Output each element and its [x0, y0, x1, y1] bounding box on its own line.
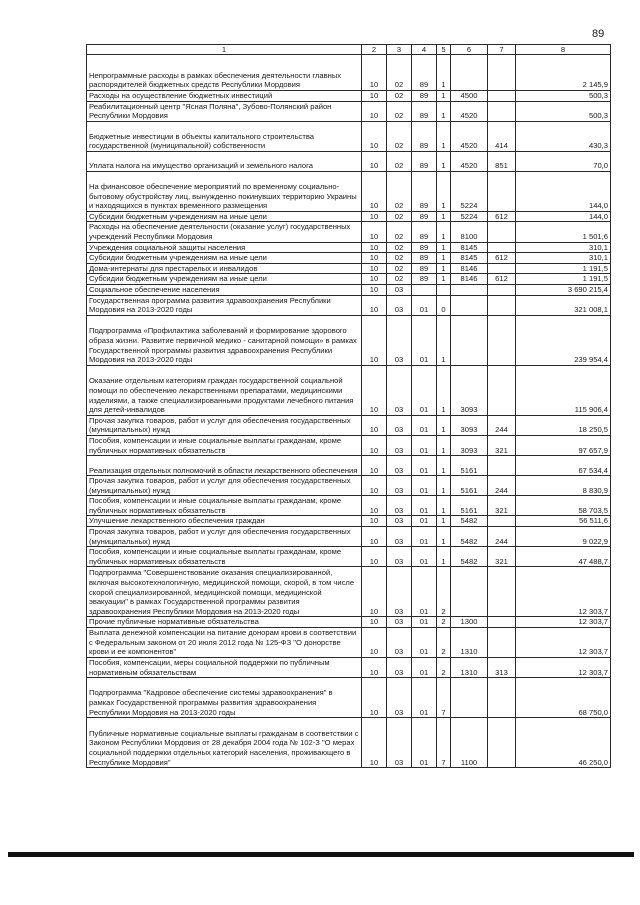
cell-subsection: 03 [387, 658, 412, 678]
header-program: 4 [412, 45, 437, 55]
cell-name: Подпрограмма "Совершенствование оказания специализированной, включая высокотехнологичную, медицинской помощи, скорой, в том числе скорой специализированной, медицинской помощи, медицинской эвакуации" в рамках Государственной программы развития здравоохранения Республики Мордовия на 2013-2020 годы [87, 567, 362, 617]
cell-expense-type [488, 628, 516, 658]
table-row [87, 496, 611, 516]
cell-target-article: 1100 [451, 718, 488, 768]
cell-target-article [451, 567, 488, 617]
cell-program: 01 [412, 658, 437, 678]
cell-expense-type [488, 91, 516, 102]
cell-amount: 500,3 [516, 91, 611, 102]
cell-expense-type [488, 242, 516, 253]
cell-amount: 115 906,4 [516, 365, 611, 415]
cell-target-article: 4500 [451, 91, 488, 102]
cell-program: 89 [412, 171, 437, 211]
cell-amount: 12 303,7 [516, 567, 611, 617]
table-row [87, 171, 611, 211]
cell-name: Дома-интернаты для престарелых и инвалидов [87, 263, 362, 274]
cell-program: 01 [412, 527, 437, 547]
cell-subsection: 03 [387, 547, 412, 567]
cell-expense-type: 321 [488, 547, 516, 567]
cell-program: 89 [412, 211, 437, 222]
table-header-row [87, 45, 611, 55]
table-row [87, 263, 611, 274]
cell-target-article: 1310 [451, 658, 488, 678]
cell-amount: 310,1 [516, 253, 611, 264]
cell-subsection: 03 [387, 415, 412, 435]
cell-subprogram: 1 [437, 547, 451, 567]
cell-section: 10 [362, 415, 387, 435]
table-row [87, 527, 611, 547]
cell-name: Государственная программа развития здравоохранения Республики Мордовия на 2013-2020 годы [87, 295, 362, 315]
cell-name: Пособия, компенсации и иные социальные выплаты гражданам, кроме публичных нормативных обязательств [87, 496, 362, 516]
table-row [87, 315, 611, 365]
cell-subprogram: 1 [437, 435, 451, 455]
cell-program: 01 [412, 456, 437, 476]
cell-section: 10 [362, 527, 387, 547]
cell-section: 10 [362, 628, 387, 658]
cell-section: 10 [362, 263, 387, 274]
cell-expense-type [488, 263, 516, 274]
cell-subprogram: 1 [437, 415, 451, 435]
cell-expense-type [488, 222, 516, 242]
cell-expense-type: 321 [488, 496, 516, 516]
cell-section: 10 [362, 516, 387, 527]
table-row [87, 284, 611, 295]
cell-target-article: 5161 [451, 496, 488, 516]
cell-subprogram: 2 [437, 617, 451, 628]
cell-subsection: 02 [387, 121, 412, 151]
table-row [87, 718, 611, 768]
table-row [87, 435, 611, 455]
cell-name: Реабилитационный центр "Ясная Поляна", Зубово-Полянский район Республики Мордовия [87, 101, 362, 121]
cell-subsection: 03 [387, 365, 412, 415]
cell-expense-type: 612 [488, 253, 516, 264]
cell-name: Субсидии бюджетным учреждениям на иные цели [87, 274, 362, 285]
cell-program: 89 [412, 242, 437, 253]
cell-program: 01 [412, 315, 437, 365]
cell-name: Прочая закупка товаров, работ и услуг для обеспечения государственных (муниципальных) нужд [87, 527, 362, 547]
cell-subprogram: 1 [437, 253, 451, 264]
cell-amount: 310,1 [516, 242, 611, 253]
cell-amount: 239 954,4 [516, 315, 611, 365]
header-subsection: 3 [387, 45, 412, 55]
cell-subsection: 02 [387, 222, 412, 242]
cell-subprogram: 1 [437, 476, 451, 496]
cell-name: Подпрограмма "Кадровое обеспечение системы здравоохранения" в рамках Государственной программы развития здравоохранения Республики Мордовия на 2013-2020 годы [87, 678, 362, 718]
cell-expense-type [488, 516, 516, 527]
cell-subsection: 03 [387, 628, 412, 658]
cell-target-article: 5161 [451, 456, 488, 476]
cell-expense-type [488, 315, 516, 365]
cell-program: 01 [412, 476, 437, 496]
cell-expense-type [488, 55, 516, 91]
cell-amount: 1 191,5 [516, 263, 611, 274]
cell-amount: 56 511,6 [516, 516, 611, 527]
header-target-article: 6 [451, 45, 488, 55]
cell-subprogram: 2 [437, 628, 451, 658]
cell-section: 10 [362, 496, 387, 516]
cell-section: 10 [362, 456, 387, 476]
cell-program: 01 [412, 496, 437, 516]
cell-subprogram: 1 [437, 496, 451, 516]
cell-section: 10 [362, 295, 387, 315]
cell-amount: 3 690 215,4 [516, 284, 611, 295]
cell-subprogram: 7 [437, 718, 451, 768]
cell-program: 01 [412, 678, 437, 718]
cell-expense-type [488, 171, 516, 211]
page-number: 89 [592, 28, 605, 40]
cell-expense-type [488, 101, 516, 121]
cell-name: Пособия, компенсации, меры социальной поддержки по публичным нормативным обязательствам [87, 658, 362, 678]
cell-expense-type: 313 [488, 658, 516, 678]
cell-target-article: 8100 [451, 222, 488, 242]
table-row [87, 547, 611, 567]
table-row [87, 101, 611, 121]
cell-program [412, 284, 437, 295]
cell-amount: 67 534,4 [516, 456, 611, 476]
table-row [87, 121, 611, 151]
cell-subprogram: 1 [437, 121, 451, 151]
cell-name: Улучшение лекарственного обеспечения граждан [87, 516, 362, 527]
cell-name: Пособия, компенсации и иные социальные выплаты гражданам, кроме публичных нормативных обязательств [87, 547, 362, 567]
cell-name: Субсидии бюджетным учреждениям на иные цели [87, 253, 362, 264]
cell-subsection: 03 [387, 496, 412, 516]
table-row [87, 55, 611, 91]
cell-program: 89 [412, 253, 437, 264]
cell-amount: 321 008,1 [516, 295, 611, 315]
cell-subprogram: 1 [437, 211, 451, 222]
cell-target-article: 4520 [451, 101, 488, 121]
cell-section: 10 [362, 91, 387, 102]
cell-subsection: 03 [387, 315, 412, 365]
cell-amount: 12 303,7 [516, 617, 611, 628]
cell-expense-type [488, 617, 516, 628]
cell-expense-type [488, 365, 516, 415]
cell-program: 89 [412, 151, 437, 171]
cell-subprogram: 1 [437, 527, 451, 547]
cell-subprogram: 1 [437, 55, 451, 91]
header-amount: 8 [516, 45, 611, 55]
cell-amount: 18 250,5 [516, 415, 611, 435]
cell-expense-type [488, 295, 516, 315]
cell-subsection: 02 [387, 91, 412, 102]
table-row [87, 678, 611, 718]
cell-subsection: 02 [387, 242, 412, 253]
cell-section: 10 [362, 315, 387, 365]
cell-name: Учреждения социальной защиты населения [87, 242, 362, 253]
table-row [87, 365, 611, 415]
cell-expense-type [488, 567, 516, 617]
budget-table [86, 44, 611, 768]
table-row [87, 628, 611, 658]
cell-subprogram [437, 284, 451, 295]
cell-program: 01 [412, 435, 437, 455]
cell-name: Бюджетные инвестиции в объекты капитального строительства государственной (муниципальной) собственности [87, 121, 362, 151]
cell-subprogram: 1 [437, 315, 451, 365]
cell-target-article: 8146 [451, 274, 488, 285]
cell-section: 10 [362, 435, 387, 455]
table-row [87, 476, 611, 496]
cell-target-article [451, 55, 488, 91]
cell-name: Субсидии бюджетным учреждениям на иные цели [87, 211, 362, 222]
cell-target-article: 3093 [451, 365, 488, 415]
cell-section: 10 [362, 171, 387, 211]
cell-section: 10 [362, 567, 387, 617]
cell-subprogram: 1 [437, 101, 451, 121]
cell-subsection: 03 [387, 678, 412, 718]
cell-subsection: 02 [387, 274, 412, 285]
cell-name: Социальное обеспечение населения [87, 284, 362, 295]
cell-name: Публичные нормативные социальные выплаты гражданам в соответствии с Законом Республики Мордовия от 28 декабря 2004 года № 102-З "О мерах социальной поддержки отдельных категорий населения, проживающего в Республике Мордовия" [87, 718, 362, 768]
table-row [87, 222, 611, 242]
cell-section: 10 [362, 55, 387, 91]
cell-subsection: 03 [387, 476, 412, 496]
cell-subprogram: 7 [437, 678, 451, 718]
cell-amount: 12 303,7 [516, 658, 611, 678]
table-row [87, 658, 611, 678]
cell-subsection: 03 [387, 527, 412, 547]
cell-section: 10 [362, 718, 387, 768]
cell-subprogram: 1 [437, 456, 451, 476]
cell-subsection: 03 [387, 516, 412, 527]
cell-target-article: 8145 [451, 242, 488, 253]
cell-expense-type: 851 [488, 151, 516, 171]
cell-section: 10 [362, 658, 387, 678]
cell-subsection: 03 [387, 295, 412, 315]
cell-amount: 1 191,5 [516, 274, 611, 285]
cell-name: Выплата денежной компенсации на питание донорам крови в соответствии с Федеральным законом от 20 июля 2012 года № 125-ФЗ "О донорстве крови и ее компонентов" [87, 628, 362, 658]
cell-name: Реализация отдельных полномочий в области лекарственного обеспечения [87, 456, 362, 476]
cell-subsection: 03 [387, 284, 412, 295]
header-section: 2 [362, 45, 387, 55]
cell-program: 01 [412, 547, 437, 567]
header-expense-type: 7 [488, 45, 516, 55]
cell-target-article: 8146 [451, 263, 488, 274]
cell-amount: 12 303,7 [516, 628, 611, 658]
cell-program: 01 [412, 567, 437, 617]
cell-program: 01 [412, 295, 437, 315]
cell-target-article: 8145 [451, 253, 488, 264]
cell-expense-type: 244 [488, 527, 516, 547]
cell-section: 10 [362, 476, 387, 496]
cell-target-article: 5482 [451, 527, 488, 547]
cell-amount: 9 022,9 [516, 527, 611, 547]
cell-expense-type [488, 284, 516, 295]
cell-section: 10 [362, 222, 387, 242]
table-row [87, 415, 611, 435]
table-row [87, 253, 611, 264]
table-row [87, 91, 611, 102]
cell-subsection: 03 [387, 435, 412, 455]
cell-program: 01 [412, 718, 437, 768]
cell-name: Подпрограмма «Профилактика заболеваний и формирование здорового образа жизни. Развитие первичной медико - санитарной помощи» в рамках Государственной программы развития здравоохранения Республики Мордовия на 2013-2020 годы [87, 315, 362, 365]
cell-subsection: 02 [387, 151, 412, 171]
cell-target-article: 3093 [451, 415, 488, 435]
cell-program: 01 [412, 628, 437, 658]
cell-subsection: 03 [387, 617, 412, 628]
table-row [87, 151, 611, 171]
cell-name: Расходы на обеспечение деятельности (оказание услуг) государственных учреждений Республики Мордовия [87, 222, 362, 242]
cell-amount: 430,3 [516, 121, 611, 151]
cell-expense-type: 612 [488, 274, 516, 285]
table-row [87, 617, 611, 628]
cell-expense-type: 244 [488, 476, 516, 496]
cell-subprogram: 1 [437, 171, 451, 211]
table-row [87, 295, 611, 315]
table-row [87, 242, 611, 253]
cell-subsection: 03 [387, 567, 412, 617]
cell-expense-type [488, 718, 516, 768]
cell-target-article [451, 295, 488, 315]
cell-subprogram: 0 [437, 295, 451, 315]
cell-name: Непрограммные расходы в рамках обеспечения деятельности главных распорядителей бюджетных средств Республики Мордовия [87, 55, 362, 91]
cell-amount: 144,0 [516, 171, 611, 211]
cell-amount: 47 488,7 [516, 547, 611, 567]
cell-program: 89 [412, 101, 437, 121]
cell-subprogram: 1 [437, 222, 451, 242]
cell-section: 10 [362, 151, 387, 171]
cell-section: 10 [362, 617, 387, 628]
cell-target-article [451, 284, 488, 295]
cell-target-article: 5161 [451, 476, 488, 496]
cell-amount: 68 750,0 [516, 678, 611, 718]
cell-program: 89 [412, 91, 437, 102]
cell-section: 10 [362, 284, 387, 295]
cell-target-article [451, 678, 488, 718]
cell-amount: 1 501,6 [516, 222, 611, 242]
cell-name: Пособия, компенсации и иные социальные выплаты гражданам, кроме публичных нормативных обязательств [87, 435, 362, 455]
cell-target-article: 5482 [451, 547, 488, 567]
cell-target-article: 5224 [451, 171, 488, 211]
cell-name: Расходы на осуществление бюджетных инвестиций [87, 91, 362, 102]
cell-subsection: 03 [387, 718, 412, 768]
cell-name: Прочая закупка товаров, работ и услуг для обеспечения государственных (муниципальных) нужд [87, 415, 362, 435]
cell-subsection: 02 [387, 55, 412, 91]
cell-subsection: 02 [387, 101, 412, 121]
cell-section: 10 [362, 101, 387, 121]
cell-target-article: 5482 [451, 516, 488, 527]
cell-name: На финансовое обеспечение мероприятий по временному социально-бытовому обустройству лиц, вынужденно покинувших территорию Украины и находящихся в пунктах временного размещения [87, 171, 362, 211]
table-row [87, 274, 611, 285]
cell-amount: 500,3 [516, 101, 611, 121]
cell-program: 89 [412, 121, 437, 151]
cell-program: 89 [412, 55, 437, 91]
cell-subprogram: 1 [437, 516, 451, 527]
cell-program: 01 [412, 617, 437, 628]
cell-target-article: 4520 [451, 121, 488, 151]
cell-target-article: 1300 [451, 617, 488, 628]
cell-subsection: 03 [387, 456, 412, 476]
cell-name: Оказание отдельным категориям граждан государственной социальной помощи по обеспечению лекарственными препаратами, медицинскими изделиями, а также специализированными продуктами лечебного питания для детей-инвалидов [87, 365, 362, 415]
table-row [87, 567, 611, 617]
cell-name: Уплата налога на имущество организаций и земельного налога [87, 151, 362, 171]
cell-program: 89 [412, 274, 437, 285]
cell-expense-type: 244 [488, 415, 516, 435]
cell-amount: 46 250,0 [516, 718, 611, 768]
cell-program: 01 [412, 516, 437, 527]
table-row [87, 456, 611, 476]
cell-expense-type [488, 456, 516, 476]
cell-target-article [451, 315, 488, 365]
cell-section: 10 [362, 253, 387, 264]
cell-expense-type: 612 [488, 211, 516, 222]
cell-section: 10 [362, 678, 387, 718]
cell-subsection: 02 [387, 211, 412, 222]
cell-section: 10 [362, 211, 387, 222]
cell-expense-type [488, 678, 516, 718]
cell-name: Прочая закупка товаров, работ и услуг для обеспечения государственных (муниципальных) нужд [87, 476, 362, 496]
cell-amount: 97 657,9 [516, 435, 611, 455]
cell-section: 10 [362, 274, 387, 285]
table-row [87, 211, 611, 222]
cell-subprogram: 1 [437, 151, 451, 171]
cell-amount: 2 145,9 [516, 55, 611, 91]
cell-program: 89 [412, 222, 437, 242]
cell-program: 01 [412, 365, 437, 415]
cell-subprogram: 1 [437, 242, 451, 253]
cell-subprogram: 1 [437, 91, 451, 102]
cell-expense-type: 321 [488, 435, 516, 455]
cell-subprogram: 1 [437, 263, 451, 274]
cell-amount: 70,0 [516, 151, 611, 171]
cell-subsection: 02 [387, 263, 412, 274]
cell-section: 10 [362, 547, 387, 567]
cell-section: 10 [362, 365, 387, 415]
cell-subprogram: 1 [437, 274, 451, 285]
cell-target-article: 3093 [451, 435, 488, 455]
cell-subsection: 02 [387, 253, 412, 264]
cell-section: 10 [362, 121, 387, 151]
cell-section: 10 [362, 242, 387, 253]
cell-subprogram: 2 [437, 567, 451, 617]
cell-subprogram: 2 [437, 658, 451, 678]
cell-target-article: 5224 [451, 211, 488, 222]
footer-rule [8, 852, 634, 857]
header-subprogram: 5 [437, 45, 451, 55]
cell-program: 01 [412, 415, 437, 435]
cell-expense-type: 414 [488, 121, 516, 151]
table-row [87, 516, 611, 527]
header-name: 1 [87, 45, 362, 55]
cell-amount: 58 703,5 [516, 496, 611, 516]
cell-subsection: 02 [387, 171, 412, 211]
cell-amount: 8 830,9 [516, 476, 611, 496]
cell-name: Прочие публичные нормативные обязательства [87, 617, 362, 628]
cell-program: 89 [412, 263, 437, 274]
cell-target-article: 4520 [451, 151, 488, 171]
cell-amount: 144,0 [516, 211, 611, 222]
cell-subprogram: 1 [437, 365, 451, 415]
cell-target-article: 1310 [451, 628, 488, 658]
